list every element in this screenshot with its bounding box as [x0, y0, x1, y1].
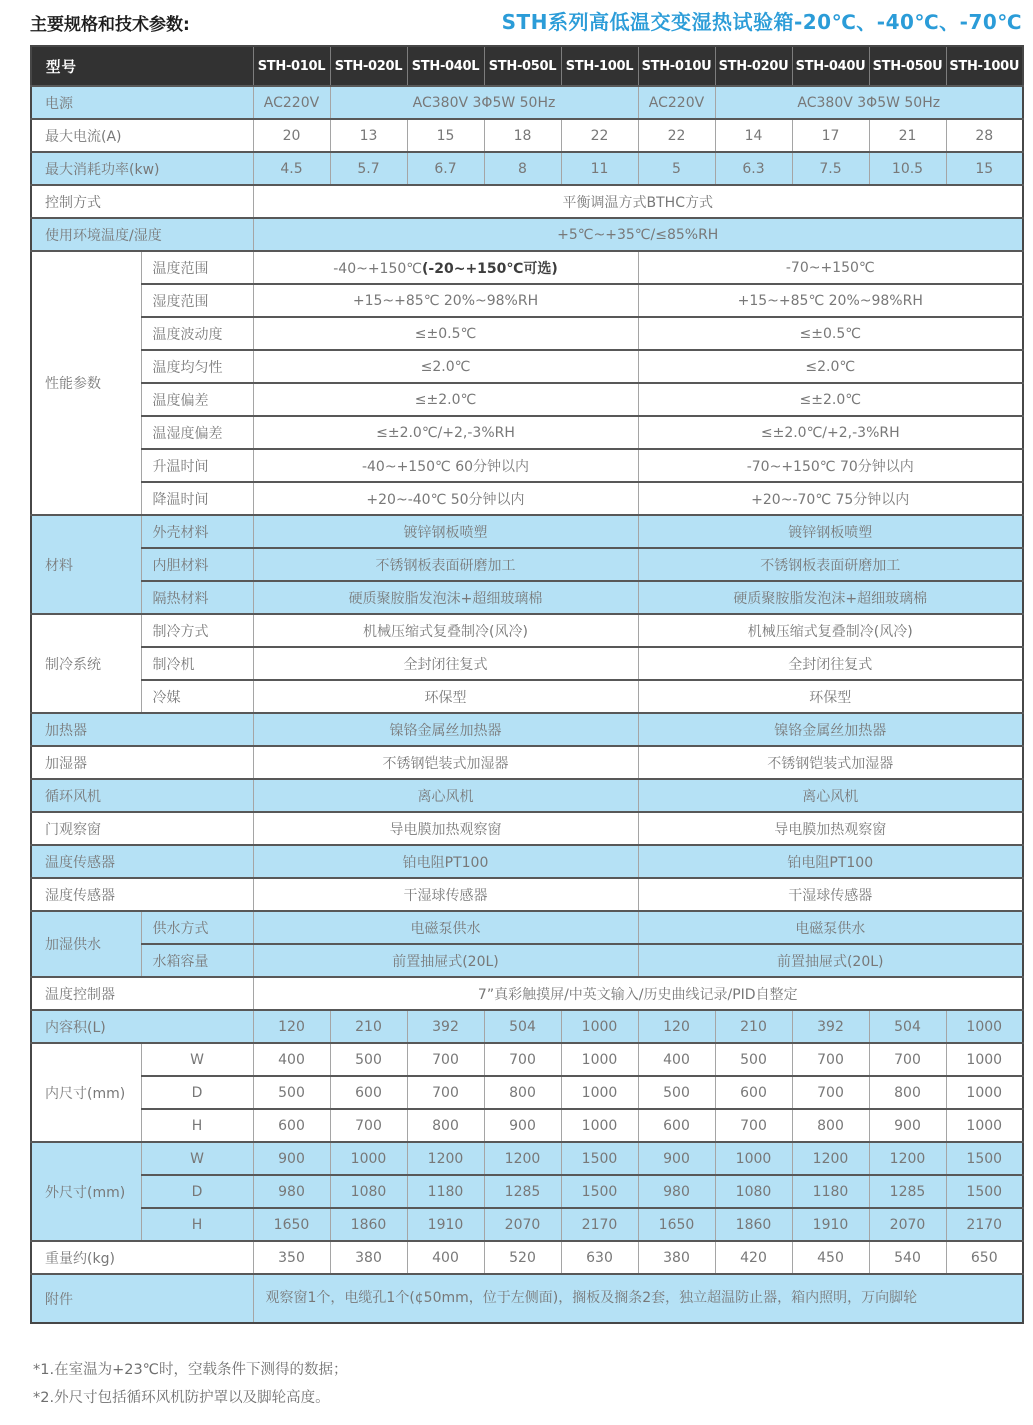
spec-cell: 1000: [946, 1109, 1023, 1142]
spec-cell: 全封闭往复式: [638, 647, 1023, 680]
spec-cell: 1000: [561, 1076, 638, 1109]
spec-cell: 铂电阻PT100: [253, 845, 638, 878]
title-bar: [30, 6, 1022, 35]
spec-cell: 700: [792, 1076, 869, 1109]
spec-cell: 前置抽屉式(20L): [253, 944, 638, 977]
spec-cell: 7.5: [792, 152, 869, 185]
spec-cell: 22: [561, 119, 638, 152]
spec-cell: 28: [946, 119, 1023, 152]
table-header: [31, 46, 1023, 86]
spec-cell: 6.7: [407, 152, 484, 185]
table-row: [31, 218, 1023, 251]
spec-cell: 1000: [946, 1010, 1023, 1043]
spec-cell: 600: [715, 1076, 792, 1109]
spec-cell: 900: [869, 1109, 946, 1142]
sub-label: W: [141, 1043, 253, 1076]
group-label: 材料: [31, 515, 141, 614]
spec-cell: 17: [792, 119, 869, 152]
group-label: 制冷系统: [31, 614, 141, 713]
spec-cell: 不锈钢铠装式加湿器: [253, 746, 638, 779]
spec-cell: 600: [330, 1076, 407, 1109]
row-label: 使用环境温度/湿度: [31, 218, 253, 251]
table-row: [31, 1109, 1023, 1142]
sub-label: 制冷机: [141, 647, 253, 680]
spec-cell: 1860: [330, 1208, 407, 1241]
sub-label: 温度范围: [141, 251, 253, 284]
table-row: [31, 1208, 1023, 1241]
spec-cell: 干湿球传感器: [253, 878, 638, 911]
spec-cell: 500: [715, 1043, 792, 1076]
spec-cell: -70~+150℃ 70分钟以内: [638, 449, 1023, 482]
sub-label: W: [141, 1142, 253, 1175]
footnotes: [33, 1356, 347, 1413]
spec-cell: 硬质聚胺脂发泡沫+超细玻璃棉: [253, 581, 638, 614]
spec-cell: 1000: [946, 1076, 1023, 1109]
sub-label: 湿度范围: [141, 284, 253, 317]
spec-cell: 700: [715, 1109, 792, 1142]
table-row: [31, 911, 1023, 944]
spec-cell: 6.3: [715, 152, 792, 185]
spec-cell: ≤±2.0℃/+2,-3%RH: [253, 416, 638, 449]
page-title: 主要规格和技术参数:: [30, 15, 190, 35]
spec-cell: 10.5: [869, 152, 946, 185]
table-row: [31, 416, 1023, 449]
spec-cell: 900: [484, 1109, 561, 1142]
sub-label: 冷媒: [141, 680, 253, 713]
spec-cell: AC220V: [253, 86, 330, 119]
spec-cell: 离心风机: [253, 779, 638, 812]
sub-label: 温度均匀性: [141, 350, 253, 383]
sub-label: H: [141, 1109, 253, 1142]
spec-cell: +15~+85℃ 20%~98%RH: [638, 284, 1023, 317]
spec-cell: AC380V 3Φ5W 50Hz: [715, 86, 1023, 119]
models-column-label: 型号: [31, 46, 253, 86]
sub-label: 制冷方式: [141, 614, 253, 647]
spec-cell: 600: [638, 1109, 715, 1142]
spec-cell: 导电膜加热观察窗: [253, 812, 638, 845]
spec-cell: 13: [330, 119, 407, 152]
spec-cell: 1650: [253, 1208, 330, 1241]
spec-cell: 镍铬金属丝加热器: [253, 713, 638, 746]
sub-label: 供水方式: [141, 911, 253, 944]
spec-cell: 630: [561, 1241, 638, 1274]
spec-cell: 2170: [946, 1208, 1023, 1241]
header-row: [31, 46, 1023, 86]
spec-cell: +5℃~+35℃/≤85%RH: [253, 218, 1023, 251]
spec-cell: 520: [484, 1241, 561, 1274]
table-body: [31, 86, 1023, 1323]
table-row: [31, 284, 1023, 317]
spec-cell: 镍铬金属丝加热器: [638, 713, 1023, 746]
spec-cell: -70~+150℃: [638, 251, 1023, 284]
group-label: 外尺寸(mm): [31, 1142, 141, 1241]
table-row: [31, 251, 1023, 284]
spec-cell: 电磁泵供水: [253, 911, 638, 944]
spec-cell: ≤±2.0℃/+2,-3%RH: [638, 416, 1023, 449]
spec-cell: 11: [561, 152, 638, 185]
spec-cell: 硬质聚胺脂发泡沫+超细玻璃棉: [638, 581, 1023, 614]
sub-label: H: [141, 1208, 253, 1241]
spec-cell: 120: [253, 1010, 330, 1043]
spec-cell: 15: [946, 152, 1023, 185]
spec-cell: 不锈钢板表面研磨加工: [638, 548, 1023, 581]
spec-cell: +20~-40℃ 50分钟以内: [253, 482, 638, 515]
spec-cell: 1860: [715, 1208, 792, 1241]
spec-cell: 1200: [869, 1142, 946, 1175]
row-label: 门观察窗: [31, 812, 253, 845]
spec-cell: 4.5: [253, 152, 330, 185]
column-header: STH-020U: [715, 46, 792, 86]
table-row: [31, 383, 1023, 416]
spec-cell: 1500: [946, 1175, 1023, 1208]
row-label: 控制方式: [31, 185, 253, 218]
spec-cell: 500: [330, 1043, 407, 1076]
spec-cell: 1000: [561, 1043, 638, 1076]
spec-cell: 1180: [792, 1175, 869, 1208]
spec-cell: 2070: [484, 1208, 561, 1241]
spec-cell: 不锈钢板表面研磨加工: [253, 548, 638, 581]
table-row: [31, 944, 1023, 977]
spec-cell: 2170: [561, 1208, 638, 1241]
row-label: 湿度传感器: [31, 878, 253, 911]
table-row: [31, 86, 1023, 119]
spec-cell: 380: [638, 1241, 715, 1274]
footnote-2: *2.外尺寸包括循环风机防护罩以及脚轮高度。: [33, 1390, 330, 1407]
row-label: 附件: [31, 1274, 253, 1323]
row-label: 加湿器: [31, 746, 253, 779]
table-row: [31, 449, 1023, 482]
table-row: [31, 812, 1023, 845]
sub-label: D: [141, 1076, 253, 1109]
spec-cell: 700: [869, 1043, 946, 1076]
spec-cell: 800: [484, 1076, 561, 1109]
spec-cell: 650: [946, 1241, 1023, 1274]
spec-table: [30, 45, 1024, 1324]
spec-cell: 800: [869, 1076, 946, 1109]
spec-cell: 1000: [330, 1142, 407, 1175]
spec-cell: 1080: [330, 1175, 407, 1208]
sub-label: 温度偏差: [141, 383, 253, 416]
row-label: 加热器: [31, 713, 253, 746]
spec-cell: 20: [253, 119, 330, 152]
spec-cell: 2070: [869, 1208, 946, 1241]
spec-cell: +15~+85℃ 20%~98%RH: [253, 284, 638, 317]
spec-cell: 1000: [715, 1142, 792, 1175]
spec-cell: 380: [330, 1241, 407, 1274]
spec-cell: 前置抽屉式(20L): [638, 944, 1023, 977]
table-row: [31, 350, 1023, 383]
table-row: [31, 845, 1023, 878]
row-label: 最大消耗功率(kw): [31, 152, 253, 185]
spec-cell: ≤2.0℃: [253, 350, 638, 383]
spec-cell: 22: [638, 119, 715, 152]
sub-label: D: [141, 1175, 253, 1208]
spec-cell: 400: [407, 1241, 484, 1274]
spec-cell: -40~+150℃ 60分钟以内: [253, 449, 638, 482]
spec-cell: 900: [253, 1142, 330, 1175]
group-label: 内尺寸(mm): [31, 1043, 141, 1142]
spec-cell: 210: [715, 1010, 792, 1043]
spec-cell: 5.7: [330, 152, 407, 185]
spec-cell: 600: [253, 1109, 330, 1142]
spec-cell: 500: [253, 1076, 330, 1109]
spec-cell: 500: [638, 1076, 715, 1109]
sub-label: 内胆材料: [141, 548, 253, 581]
spec-cell: -40~+150℃(-20~+150℃可选): [253, 251, 638, 284]
column-header: STH-010U: [638, 46, 715, 86]
spec-cell: 350: [253, 1241, 330, 1274]
table-row: [31, 515, 1023, 548]
spec-cell: 1200: [407, 1142, 484, 1175]
spec-cell: 1080: [715, 1175, 792, 1208]
spec-cell: 700: [792, 1043, 869, 1076]
spec-cell: 5: [638, 152, 715, 185]
spec-cell: 1650: [638, 1208, 715, 1241]
spec-cell: 420: [715, 1241, 792, 1274]
spec-cell: 392: [792, 1010, 869, 1043]
spec-cell: 干湿球传感器: [638, 878, 1023, 911]
spec-cell: 980: [253, 1175, 330, 1208]
spec-cell: 电磁泵供水: [638, 911, 1023, 944]
spec-cell: 全封闭往复式: [253, 647, 638, 680]
spec-cell: 机械压缩式复叠制冷(风冷): [638, 614, 1023, 647]
sub-label: 外壳材料: [141, 515, 253, 548]
column-header: STH-040L: [407, 46, 484, 86]
table-row: [31, 1175, 1023, 1208]
series-title: STH系列高低温交变湿热试验箱-20℃、-40℃、-70℃: [501, 10, 1022, 34]
spec-cell: 900: [638, 1142, 715, 1175]
table-row: [31, 680, 1023, 713]
sub-label: 水箱容量: [141, 944, 253, 977]
table-row: [31, 1043, 1023, 1076]
spec-cell: 离心风机: [638, 779, 1023, 812]
spec-cell: 1180: [407, 1175, 484, 1208]
spec-cell: 504: [484, 1010, 561, 1043]
spec-cell: 1910: [792, 1208, 869, 1241]
spec-cell: 1200: [484, 1142, 561, 1175]
spec-cell: ≤±2.0℃: [253, 383, 638, 416]
spec-cell: 540: [869, 1241, 946, 1274]
sub-label: 升温时间: [141, 449, 253, 482]
spec-cell: 400: [638, 1043, 715, 1076]
spec-cell: 1000: [561, 1010, 638, 1043]
row-label: 温度传感器: [31, 845, 253, 878]
table-row: [31, 317, 1023, 350]
spec-cell: 14: [715, 119, 792, 152]
spec-cell: 环保型: [253, 680, 638, 713]
spec-cell: +20~-70℃ 75分钟以内: [638, 482, 1023, 515]
spec-cell: 1285: [484, 1175, 561, 1208]
group-label: 性能参数: [31, 251, 141, 515]
spec-cell: 400: [253, 1043, 330, 1076]
spec-cell: 7”真彩触摸屏/中英文输入/历史曲线记录/PID自整定: [253, 977, 1023, 1010]
table-row: [31, 119, 1023, 152]
spec-cell: 导电膜加热观察窗: [638, 812, 1023, 845]
group-label: 加湿供水: [31, 911, 141, 977]
spec-cell: 不锈钢铠装式加湿器: [638, 746, 1023, 779]
spec-cell: 700: [330, 1109, 407, 1142]
column-header: STH-020L: [330, 46, 407, 86]
table-row: [31, 581, 1023, 614]
spec-cell: 504: [869, 1010, 946, 1043]
spec-cell: 120: [638, 1010, 715, 1043]
spec-cell: 392: [407, 1010, 484, 1043]
spec-cell: 1000: [946, 1043, 1023, 1076]
table-row: [31, 1241, 1023, 1274]
spec-cell: 镀锌钢板喷塑: [253, 515, 638, 548]
table-row: [31, 713, 1023, 746]
row-label: 温度控制器: [31, 977, 253, 1010]
spec-cell: 1500: [946, 1142, 1023, 1175]
table-row: [31, 647, 1023, 680]
table-row: [31, 185, 1023, 218]
spec-cell: 1000: [561, 1109, 638, 1142]
table-row: [31, 977, 1023, 1010]
column-header: STH-010L: [253, 46, 330, 86]
spec-cell: 机械压缩式复叠制冷(风冷): [253, 614, 638, 647]
column-header: STH-100L: [561, 46, 638, 86]
sub-label: 温湿度偏差: [141, 416, 253, 449]
sub-label: 隔热材料: [141, 581, 253, 614]
column-header: STH-050L: [484, 46, 561, 86]
sub-label: 温度波动度: [141, 317, 253, 350]
spec-cell: 210: [330, 1010, 407, 1043]
spec-cell: 镀锌钢板喷塑: [638, 515, 1023, 548]
column-header: STH-040U: [792, 46, 869, 86]
spec-cell: 800: [407, 1109, 484, 1142]
table-row: [31, 1076, 1023, 1109]
row-label: 内容积(L): [31, 1010, 253, 1043]
table-row: [31, 548, 1023, 581]
spec-cell: 1500: [561, 1175, 638, 1208]
table-row: [31, 746, 1023, 779]
column-header: STH-100U: [946, 46, 1023, 86]
sub-label: 降温时间: [141, 482, 253, 515]
spec-cell: 1285: [869, 1175, 946, 1208]
spec-cell: 1500: [561, 1142, 638, 1175]
spec-cell: 1910: [407, 1208, 484, 1241]
spec-cell: ≤±0.5℃: [638, 317, 1023, 350]
table-row: [31, 779, 1023, 812]
spec-cell: 21: [869, 119, 946, 152]
spec-cell: AC220V: [638, 86, 715, 119]
row-label: 最大电流(A): [31, 119, 253, 152]
spec-cell: 18: [484, 119, 561, 152]
spec-cell: 铂电阻PT100: [638, 845, 1023, 878]
table-row: [31, 614, 1023, 647]
spec-cell: 700: [407, 1076, 484, 1109]
spec-cell: AC380V 3Φ5W 50Hz: [330, 86, 638, 119]
table-row: [31, 1274, 1023, 1323]
table-row: [31, 878, 1023, 911]
spec-cell: ≤±0.5℃: [253, 317, 638, 350]
spec-cell: 700: [407, 1043, 484, 1076]
spec-cell: 观察窗1个，电缆孔1个(¢50mm，位于左侧面)，搁板及搁条2套，独立超温防止器，箱内照明，万向脚轮: [253, 1274, 1023, 1323]
table-row: [31, 482, 1023, 515]
column-header: STH-050U: [869, 46, 946, 86]
spec-cell: 平衡调温方式BTHC方式: [253, 185, 1023, 218]
footnote-1: *1.在室温为+23℃时，空载条件下测得的数据；: [33, 1362, 348, 1378]
spec-cell: 15: [407, 119, 484, 152]
spec-cell: 8: [484, 152, 561, 185]
table-row: [31, 152, 1023, 185]
spec-cell: 700: [484, 1043, 561, 1076]
row-label: 循环风机: [31, 779, 253, 812]
table-row: [31, 1142, 1023, 1175]
spec-cell: 450: [792, 1241, 869, 1274]
spec-cell: 环保型: [638, 680, 1023, 713]
spec-cell: ≤2.0℃: [638, 350, 1023, 383]
row-label: 电源: [31, 86, 253, 119]
spec-cell: 1200: [792, 1142, 869, 1175]
table-row: [31, 1010, 1023, 1043]
row-label: 重量约(kg): [31, 1241, 253, 1274]
spec-cell: 980: [638, 1175, 715, 1208]
spec-cell: ≤±2.0℃: [638, 383, 1023, 416]
spec-cell: 800: [792, 1109, 869, 1142]
